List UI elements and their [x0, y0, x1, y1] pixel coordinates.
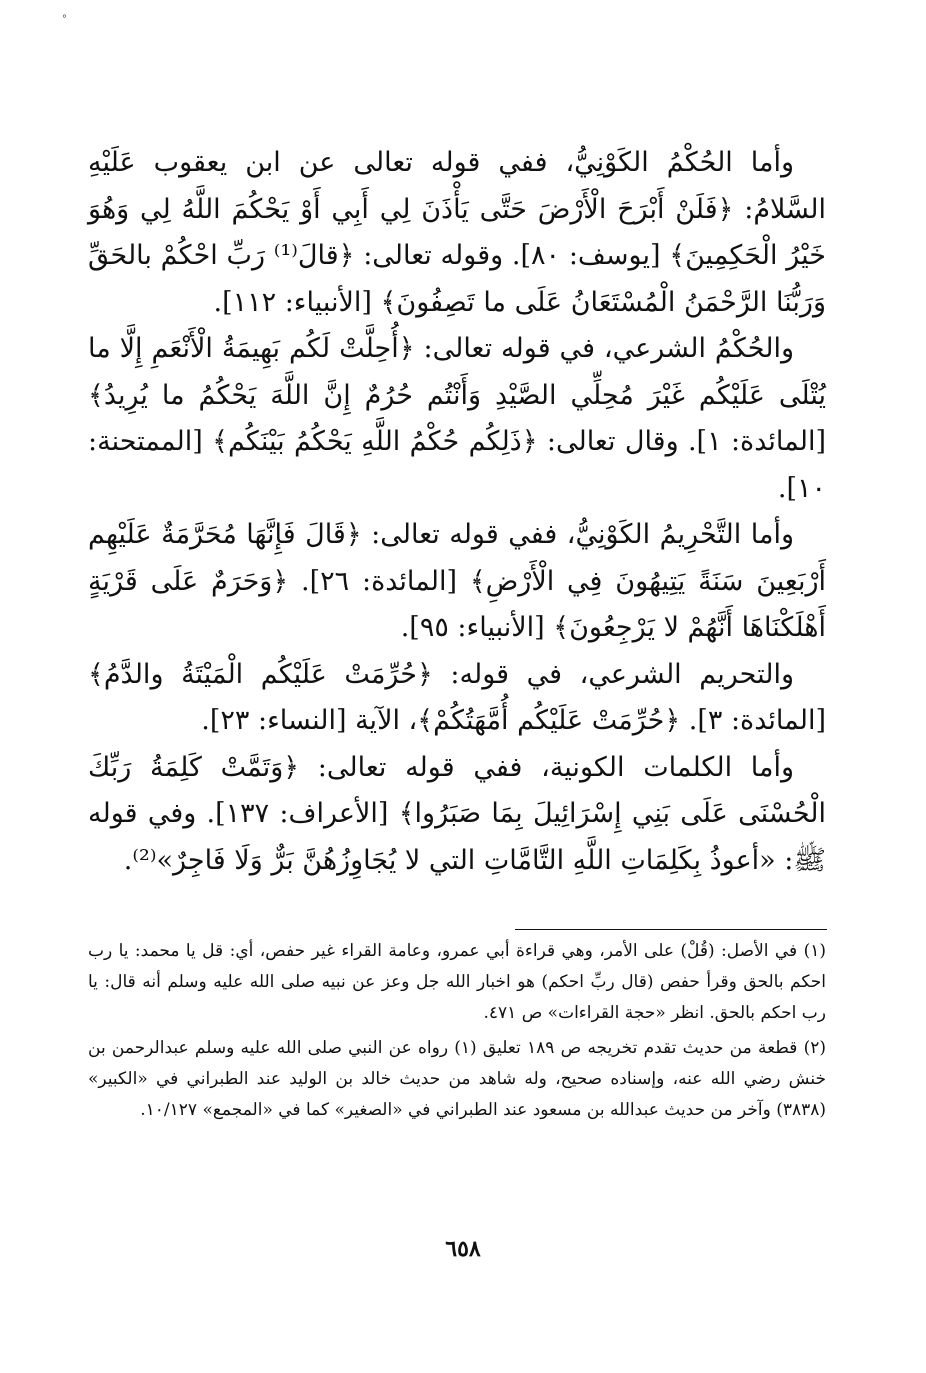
paragraph-kawni-tahrim: وأما التَّحْرِيمُ الكَوْنِيُّ، ففي قوله تعالى: ﴿قَالَ فَإِنَّهَا مُحَرَّمَةٌ عَلَيْهِم أَرْبَعِينَ سَنَةً يَتِيهُونَ فِي الْأَرْضِ﴾ [المائدة: ٢٦]. ﴿وَحَرَمٌ عَلَى قَرْيَةٍ أَهْلَكْنَاهَا أَنَّهُمْ لا يَرْجِعُونَ﴾ [الأنبياء: ٩٥]. — [88, 519, 827, 643]
footnote-1: (١) في الأصل: (قُلْ) على الأمر، وهي قراءة أبي عمرو، وعامة القراء غير حفص، أي: قل يا محمد: يا رب احكم بالحق وقرأ حفص (قال ربِّ احكم) هو اخبار الله جل وعز عن نبيه صلى الله عليه وسلم أنه قال: يا رب احكم بالحق. انظر «حجة القراءات» ص ٤٧١. — [88, 941, 826, 1023]
footnotes — [88, 936, 826, 1130]
corner-mark: ° — [62, 14, 67, 25]
page-number: ٦٥٨ — [445, 1236, 481, 1262]
footnote-separator — [515, 929, 827, 930]
footnote-2: (٢) قطعة من حديث تقدم تخريجه ص ١٨٩ تعليق (١) رواه عن النبي صلى الله عليه وسلم عبدالرحمن بن خنش رضي الله عنه، وإسناده صحيح، وله شاهد من حديث خالد بن الوليد عند الطبراني في «الكبير» (٣٨٣٨) وآخر من حديث عبدالله بن مسعود عند الطبراني في «الصغير» كما في «المجمع» ١٠/١٢٧. — [88, 1038, 826, 1120]
paragraph-kawni-kalimat: وأما الكلمات الكونية، ففي قوله تعالى: ﴿وَتَمَّتْ كَلِمَةُ رَبِّكَ الْحُسْنَى عَلَى بَنِي إِسْرَائِيلَ بِمَا صَبَرُوا﴾ [الأعراف: ١٣٧]. وفي قوله ﷺ: «أعوذُ بِكَلِمَاتِ اللَّهِ التَّامَّاتِ التي لا يُجَاوِزُهُنَّ بَرٌّ وَلَا فَاجِرٌ»⁽²⁾. — [88, 751, 826, 876]
paragraph-shari-hukm: والحُكْمُ الشرعي، في قوله تعالى: ﴿أُحِلَّتْ لَكُم بَهِيمَةُ الْأَنْعَمِ إِلَّا ما يُتْلَى عَلَيْكُم غَيْرَ مُحِلِّي الصَّيْدِ وَأَنْتُم حُرُمٌ إِنَّ اللَّهَ يَحْكُمُ ما يُرِيدُ﴾ [المائدة: ١]. وقال تعالى: ﴿ذَلِكُم حُكْمُ اللَّهِ يَحْكُمُ بَيْنَكُم﴾ [الممتحنة: ١٠]. — [88, 333, 826, 504]
main-text — [88, 140, 826, 884]
paragraph-kawni-hukm: وأما الحُكْمُ الكَوْنِيُّ، ففي قوله تعالى عن ابن يعقوب عَلَيْهِ السَّلامُ: ﴿فَلَنْ أَبْرَحَ الْأَرْضَ حَتَّى يَأْذَنَ لِي أَبِي أَوْ يَحْكُمَ اللَّهُ لِي وَهُوَ خَيْرُ الْحَكِمِينَ﴾ [يوسف: ٨٠]. وقوله تعالى: ﴿قالَ⁽¹⁾ رَبِّ احْكُمْ بالحَقِّ وَرَبُّنَا الرَّحْمَنُ الْمُسْتَعَانُ عَلَى ما تَصِفُونَ﴾ [الأنبياء: ١١٢]. — [88, 147, 826, 318]
paragraph-shari-tahrim: والتحريم الشرعي، في قوله: ﴿حُرِّمَتْ عَلَيْكُم الْمَيْتَةُ والدَّمُ﴾ [المائدة: ٣]. ﴿حُرِّمَتْ عَلَيْكُم أُمَّهَتُكُمْ﴾، الآية [النساء: ٢٣]. — [88, 658, 826, 736]
